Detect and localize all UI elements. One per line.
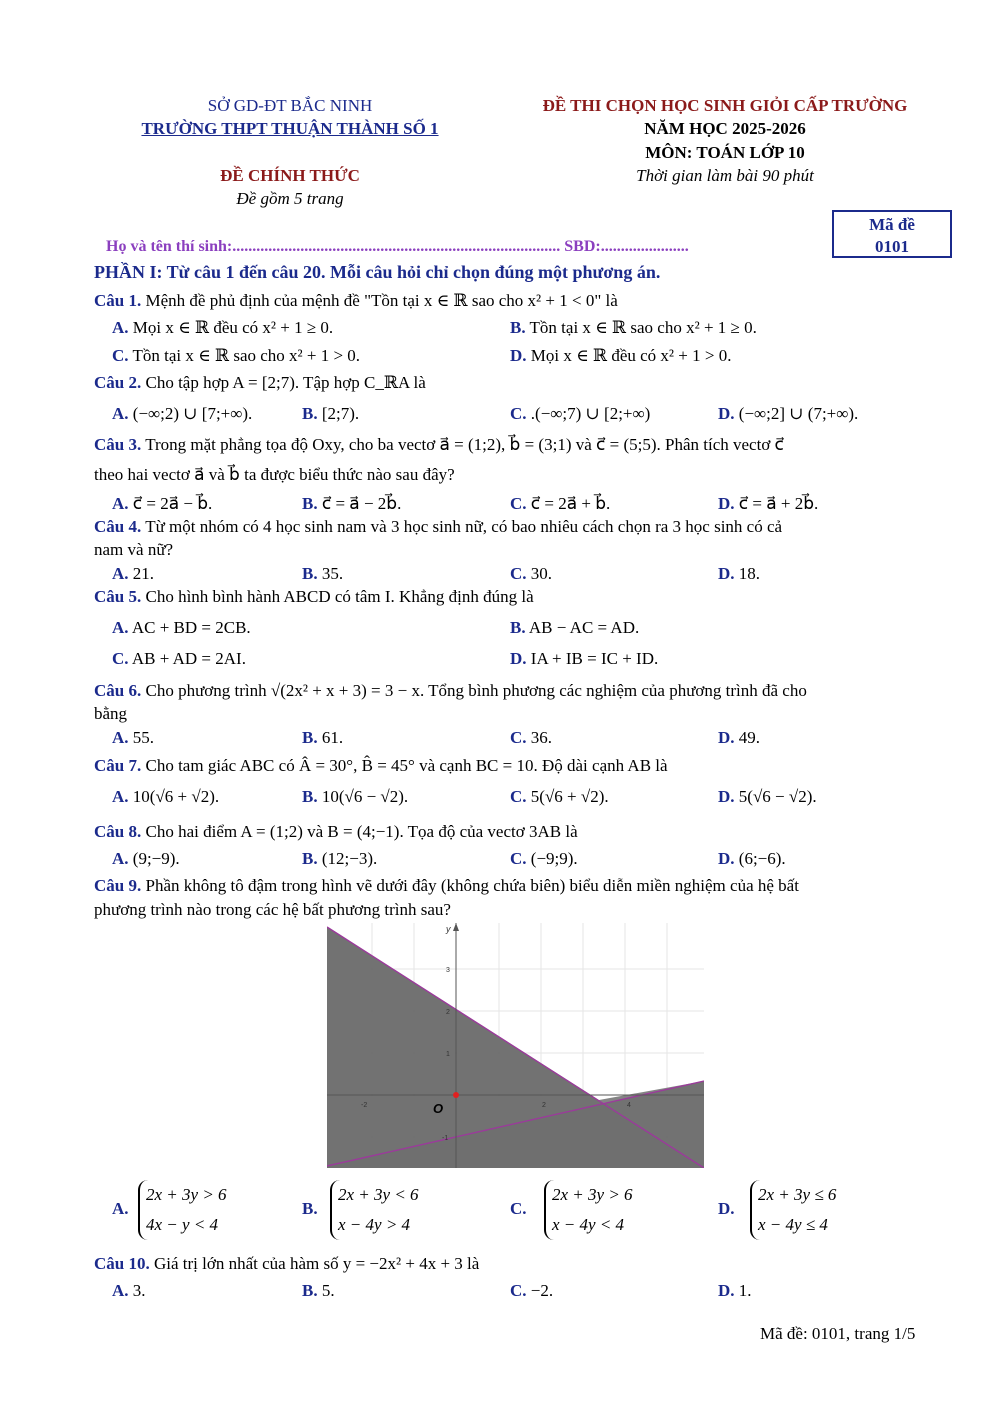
- q8-option-c[interactable]: C. (−9;9).: [510, 849, 578, 868]
- question-8: Câu 8. Cho hai điểm A = (1;2) và B = (4;−1). Tọa độ của vectơ 3AB là: [94, 822, 578, 841]
- q10-option-d[interactable]: D. 1.: [718, 1281, 752, 1300]
- q9-option-a[interactable]: [138, 1180, 227, 1240]
- graph-tick-y-1: 1: [446, 1051, 450, 1058]
- graph-tick-x-4: 4: [627, 1102, 631, 1109]
- question-7: Câu 7. Cho tam giác ABC có Â = 30°, B̂ = 45° và cạnh BC = 10. Độ dài cạnh AB là: [94, 756, 668, 775]
- page-count: Đề gồm 5 trang: [236, 189, 344, 208]
- school-name: TRƯỜNG THPT THUẬN THÀNH SỐ 1: [141, 119, 439, 138]
- q7-option-b[interactable]: B. 10(√6 − √2).: [302, 787, 409, 806]
- q9-option-c[interactable]: [544, 1180, 633, 1240]
- q4-option-a[interactable]: A. 21.: [112, 564, 155, 583]
- page-footer: Mã đề: 0101, trang 1/5: [760, 1324, 916, 1343]
- question-3: Câu 3. Trong mặt phẳng tọa độ Oxy, cho ba vectơ a⃗ = (1;2), b⃗ = (3;1) và c⃗ = (5;5). Phân tích vectơ c⃗: [94, 435, 784, 454]
- question-3-cont: theo hai vectơ a⃗ và b⃗ ta được biểu thức nào sau đây?: [94, 465, 455, 484]
- question-2: Câu 2. Cho tập hợp A = [2;7). Tập hợp C_ℝA là: [94, 373, 426, 392]
- q9-graph: [327, 923, 704, 1168]
- graph-origin-point: [453, 1092, 459, 1098]
- q8-option-d[interactable]: D. (6;−6).: [718, 849, 786, 868]
- exam-code-value: 0101: [875, 237, 909, 256]
- q9-a-line2: 4x − y < 4: [146, 1215, 219, 1234]
- graph-tick-y-3: 3: [446, 967, 450, 974]
- q7-option-c[interactable]: C. 5(√6 + √2).: [510, 787, 609, 806]
- q3-option-a[interactable]: A. c⃗ = 2a⃗ − b⃗.: [112, 494, 213, 513]
- q4-option-c[interactable]: C. 30.: [510, 564, 553, 583]
- q6-option-a[interactable]: A. 55.: [112, 728, 155, 747]
- graph-tick-y-2: 2: [446, 1009, 450, 1016]
- q9-d-line1: 2x + 3y ≤ 6: [758, 1185, 837, 1204]
- q9-option-b[interactable]: [330, 1180, 419, 1240]
- q8-option-a[interactable]: A. (9;−9).: [112, 849, 180, 868]
- graph-tick-x-2: 2: [542, 1102, 546, 1109]
- graph-y-label: y: [446, 924, 451, 934]
- dept-name: SỞ GD-ĐT BẮC NINH: [207, 96, 373, 115]
- exam-title: ĐỀ THI CHỌN HỌC SINH GIỎI CẤP TRƯỜNG: [542, 96, 908, 115]
- q9-c-line2: x − 4y < 4: [552, 1215, 625, 1234]
- q2-option-a[interactable]: A. (−∞;2) ∪ [7;+∞).: [112, 404, 253, 423]
- graph-tick-x-neg2: -2: [361, 1102, 368, 1109]
- q7-option-d[interactable]: D. 5(√6 − √2).: [718, 787, 817, 806]
- q5-option-c[interactable]: C. AB + AD = 2AI.: [112, 649, 246, 668]
- q5-option-d[interactable]: D. IA + IB = IC + ID.: [510, 649, 659, 668]
- q2-option-b[interactable]: B. [2;7).: [302, 404, 360, 423]
- q5-option-b[interactable]: B. AB − AC = AD.: [510, 618, 640, 637]
- q2-option-d[interactable]: D. (−∞;2] ∪ (7;+∞).: [718, 404, 859, 423]
- q9-option-a-letter[interactable]: A.: [112, 1199, 129, 1218]
- exam-year: NĂM HỌC 2025-2026: [644, 119, 806, 138]
- q1-option-b[interactable]: B. Tồn tại x ∈ ℝ sao cho x² + 1 ≥ 0.: [510, 318, 757, 337]
- q3-option-d[interactable]: D. c⃗ = a⃗ + 2b⃗.: [718, 494, 819, 513]
- q9-option-d-letter[interactable]: D.: [718, 1199, 735, 1218]
- q10-option-c[interactable]: C. −2.: [510, 1281, 554, 1300]
- q10-option-b[interactable]: B. 5.: [302, 1281, 335, 1300]
- question-6-cont: bằng: [94, 704, 128, 723]
- q9-a-line1: 2x + 3y > 6: [146, 1185, 227, 1204]
- q1-option-c[interactable]: C. Tồn tại x ∈ ℝ sao cho x² + 1 > 0.: [112, 346, 361, 365]
- q9-c-line1: 2x + 3y > 6: [552, 1185, 633, 1204]
- q3-option-c[interactable]: C. c⃗ = 2a⃗ + b⃗.: [510, 494, 611, 513]
- q4-option-b[interactable]: B. 35.: [302, 564, 344, 583]
- question-9: Câu 9. Phần không tô đậm trong hình vẽ dưới đây (không chứa biên) biểu diễn miền nghiệm của hệ bất: [94, 876, 799, 895]
- q6-option-c[interactable]: C. 36.: [510, 728, 553, 747]
- q9-d-line2: x − 4y ≤ 4: [758, 1215, 828, 1234]
- question-4-cont: nam và nữ?: [94, 540, 174, 559]
- question-5: Câu 5. Cho hình bình hành ABCD có tâm I. Khẳng định đúng là: [94, 587, 534, 606]
- official-label: ĐỀ CHÍNH THỨC: [220, 166, 360, 185]
- q2-option-c[interactable]: C. .(−∞;7) ∪ [2;+∞): [510, 404, 651, 423]
- q6-option-d[interactable]: D. 49.: [718, 728, 761, 747]
- q9-b-line2: x − 4y > 4: [338, 1215, 411, 1234]
- q9-option-d[interactable]: [750, 1180, 836, 1240]
- q5-option-a[interactable]: A. AC + BD = 2CB.: [112, 618, 251, 637]
- q1-option-d[interactable]: D. Mọi x ∈ ℝ đều có x² + 1 > 0.: [510, 346, 732, 365]
- q4-option-d[interactable]: D. 18.: [718, 564, 761, 583]
- q9-option-c-letter[interactable]: C.: [510, 1199, 527, 1218]
- part1-heading: PHẦN I: Từ câu 1 đến câu 20. Mỗi câu hỏi chỉ chọn đúng một phương án.: [94, 262, 661, 282]
- question-10: Câu 10. Giá trị lớn nhất của hàm số y = −2x² + 4x + 3 là: [94, 1254, 480, 1273]
- question-4: Câu 4. Từ một nhóm có 4 học sinh nam và 3 học sinh nữ, có bao nhiêu cách chọn ra 3 học sinh có cả: [94, 517, 783, 536]
- q9-option-b-letter[interactable]: B.: [302, 1199, 318, 1218]
- q8-option-b[interactable]: B. (12;−3).: [302, 849, 378, 868]
- q9-b-line1: 2x + 3y < 6: [338, 1185, 419, 1204]
- candidate-name-line: Họ và tên thí sinh:.................................................................................. SBD:......................: [106, 238, 689, 255]
- graph-tick-y-neg1: -1: [442, 1135, 449, 1142]
- q7-option-a[interactable]: A. 10(√6 + √2).: [112, 787, 220, 806]
- exam-time: Thời gian làm bài 90 phút: [636, 166, 814, 185]
- question-9-cont: phương trình nào trong các hệ bất phương trình sau?: [94, 900, 451, 919]
- question-6: Câu 6. Cho phương trình √(2x² + x + 3) = 3 − x. Tổng bình phương các nghiệm của phương trình đã cho: [94, 681, 807, 700]
- graph-origin-label: O: [433, 1101, 444, 1116]
- q6-option-b[interactable]: B. 61.: [302, 728, 344, 747]
- exam-code-label: Mã đề: [869, 215, 915, 234]
- q1-option-a[interactable]: A. Mọi x ∈ ℝ đều có x² + 1 ≥ 0.: [112, 318, 334, 337]
- q10-option-a[interactable]: A. 3.: [112, 1281, 146, 1300]
- question-1: Câu 1. Mệnh đề phủ định của mệnh đề "Tồn tại x ∈ ℝ sao cho x² + 1 < 0" là: [94, 291, 618, 310]
- exam-code-box: [832, 210, 952, 258]
- exam-subject: MÔN: TOÁN LỚP 10: [645, 143, 805, 162]
- q3-option-b[interactable]: B. c⃗ = a⃗ − 2b⃗.: [302, 494, 402, 513]
